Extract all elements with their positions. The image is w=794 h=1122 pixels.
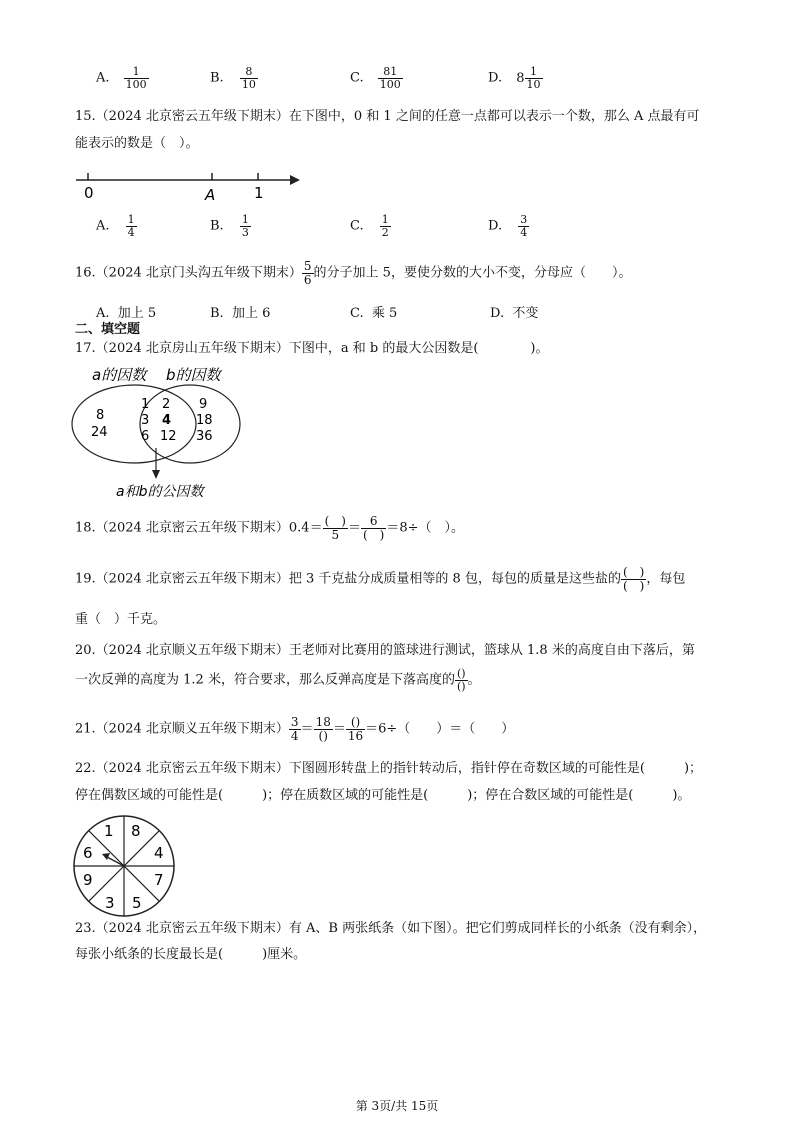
spinner-pointer-head	[102, 853, 110, 860]
q15-option-b: B. $\frac{1}{3}$	[210, 213, 249, 239]
venn-pointer-arrow	[152, 470, 160, 479]
label-one: 1	[254, 184, 264, 202]
label-zero: 0	[84, 184, 94, 202]
q22-text-line2: 停在偶数区域的可能性是( )；停在质数区域的可能性是( )；停在合数区域的可能性是( )。	[75, 788, 691, 803]
q22-text-line1: 22.（2024 北京密云五年级下期末）下图圆形转盘上的指针转动后，指针停在奇数区域的可能性是( )；	[75, 761, 703, 776]
venn-middle-item: 6	[141, 429, 150, 444]
q21-text: 21.（2024 北京顺义五年级下期末） $\frac{3}{4}$ ＝ $\frac{18}{()}$ ＝ $\frac{()}{16}$ ＝6÷（ ）＝（ ）	[75, 715, 515, 743]
q16-option-b: B. 加上 6	[210, 306, 271, 321]
q16-option-a: A. 加上 5	[96, 306, 157, 321]
spinner-pointer	[107, 857, 124, 866]
q14-option-d: D. 8 $\frac{1}{10}$	[488, 65, 541, 91]
sector-label: 7	[154, 871, 164, 889]
q15-number-line	[72, 162, 304, 204]
sector-label: 5	[132, 894, 142, 912]
venn-middle-item: 2	[162, 397, 171, 412]
venn-right-item: 9	[199, 397, 208, 412]
venn-label-a: a的因数	[92, 366, 147, 384]
sector-label: 8	[131, 822, 141, 840]
q19-text-line2: 重（ ）千克。	[75, 612, 167, 627]
q20-text-line2: 一次反弹的高度为 1.2 米，符合要求，那么反弹高度是下落高度的 $\frac{()}{()}$ 。	[75, 667, 481, 693]
q17-venn-diagram	[68, 362, 258, 502]
venn-circle-b	[140, 385, 240, 463]
q17-text: 17.（2024 北京房山五年级下期末）下图中，a 和 b 的最大公因数是( )。	[75, 341, 549, 356]
sector-label: 6	[83, 844, 93, 862]
sector-label: 1	[104, 822, 114, 840]
q23-text-line1: 23.（2024 北京密云五年级下期末）有 A、B 两张纸条（如下图）。把它们剪成同样长的小纸条（没有剩余），	[75, 921, 707, 936]
venn-left-item: 8	[96, 408, 105, 423]
q15-text-line2: 能表示的数是（ ）。	[75, 136, 199, 151]
sector-label: 9	[83, 871, 93, 889]
q14-option-c: C. $\frac{81}{100}$	[350, 65, 401, 91]
q16-text: 16.（2024 北京门头沟五年级下期末） $\frac{5}{6}$ 的分子加上 5，要使分数的大小不变，分母应（ ）。	[75, 259, 632, 287]
q23-text-line2: 每张小纸条的长度最长是( )厘米。	[75, 947, 307, 962]
section-heading-fill-blank: 二、填空题	[75, 322, 141, 337]
q15-option-d: D. $\frac{3}{4}$	[488, 213, 528, 239]
sector-label: 3	[105, 894, 115, 912]
page-footer: 第 3页/共 15页	[355, 1099, 439, 1113]
q15-text-line1: 15.（2024 北京密云五年级下期末）在下图中，0 和 1 之间的任意一点都可以表示一个数，那么 A 点最有可	[75, 109, 700, 124]
venn-middle-item: 12	[160, 429, 177, 444]
venn-circle-a	[72, 385, 196, 463]
venn-middle-item: 3	[141, 413, 150, 428]
number-line-arrow	[290, 175, 300, 185]
q16-option-c: C. 乘 5	[350, 306, 398, 321]
q19-text-line1: 19.（2024 北京密云五年级下期末）把 3 千克盐分成质量相等的 8 包，每包的质量是这些盐的 $\frac{( )}{( )}$ ，每包	[75, 565, 686, 593]
venn-right-item: 18	[196, 413, 213, 428]
q14-option-b: B. $\frac{8}{10}$	[210, 65, 256, 91]
sector-label: 4	[154, 844, 164, 862]
venn-left-item: 24	[91, 425, 108, 440]
venn-middle-item: 4	[162, 413, 172, 428]
venn-middle-item: 1	[141, 397, 150, 412]
q15-option-c: C. $\frac{1}{2}$	[350, 213, 389, 239]
q15-option-a: A. $\frac{1}{4}$	[96, 213, 135, 239]
venn-right-item: 36	[196, 429, 213, 444]
label-a: A	[205, 186, 216, 204]
venn-label-b: b的因数	[166, 366, 221, 384]
q20-text-line1: 20.（2024 北京顺义五年级下期末）王老师对比赛用的篮球进行测试，篮球从 1.8 米的高度自由下落后，第	[75, 643, 695, 658]
q16-option-d: D. 不变	[490, 306, 539, 321]
q14-option-a: A. $\frac{1}{100}$	[96, 65, 147, 91]
q22-spinner	[71, 813, 177, 919]
venn-common-label: a和b的公因数	[116, 484, 204, 500]
q18-text: 18.（2024 北京密云五年级下期末）0.4＝ $\frac{( )}{5}$ ＝ $\frac{6}{( )}$ ＝8÷（ ）。	[75, 514, 465, 542]
